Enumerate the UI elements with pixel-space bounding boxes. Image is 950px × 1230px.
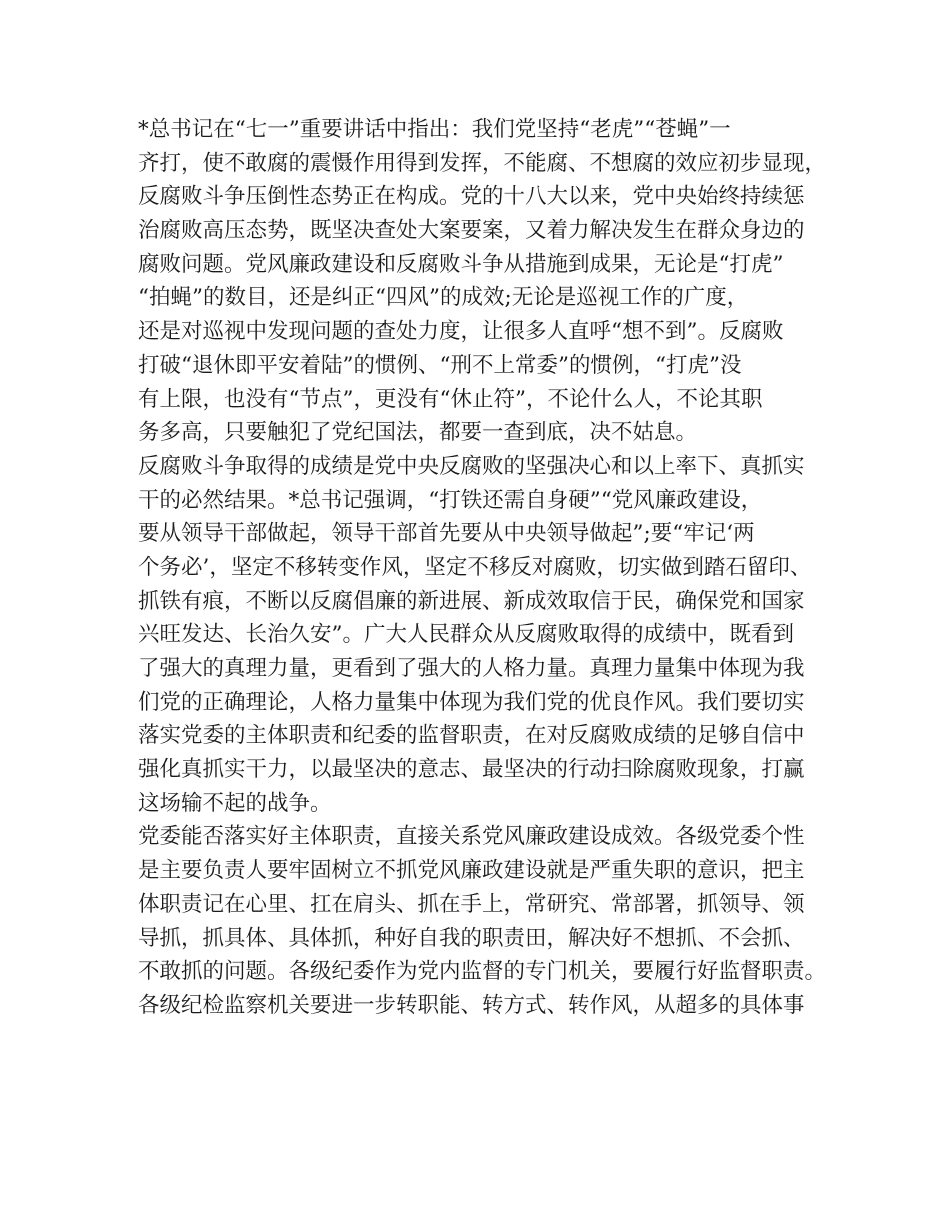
text-line: 干的必然结果。*总书记强调，“打铁还需自身硬”“党风廉政建设， xyxy=(138,487,763,513)
text-line: 务多高，只要触犯了党纪国法，都要一查到底，决不姑息。 xyxy=(138,420,698,446)
text-line: 是主要负责人要牢固树立不抓党风廉政建设就是严重失职的意识，把主 xyxy=(138,858,805,884)
text-line: 治腐败高压态势，既坚决查处大案要案，又着力解决发生在群众身边的 xyxy=(138,218,805,244)
text-line: 反腐败斗争压倒性态势正在构成。党的十八大以来，党中央始终持续惩 xyxy=(138,184,805,210)
text-line: 落实党委的主体职责和纪委的监督职责，在对反腐败成绩的足够自信中 xyxy=(138,723,805,749)
text-line: 这场输不起的战争。 xyxy=(138,790,332,816)
text-line: 导抓，抓具体、具体抓，种好自我的职责田，解决好不想抓、不会抓、 xyxy=(138,925,805,951)
text-line: 们党的正确理论，人格力量集中体现为我们党的优良作风。我们要切实 xyxy=(138,689,805,715)
text-line: 兴旺发达、长治久安”。广大人民群众从反腐败取得的成绩中，既看到 xyxy=(138,622,794,648)
text-line: 打破“退休即平安着陆”的惯例、“刑不上常委”的惯例，“打虎”没 xyxy=(138,352,742,378)
text-line: 腐败问题。党风廉政建设和反腐败斗争从措施到成果，无论是“打虎” xyxy=(138,251,784,277)
document-body xyxy=(138,113,828,1023)
text-line: 有上限，也没有“节点”，更没有“休止符”，不论什么人，不论其职 xyxy=(138,386,763,412)
text-line: 个务必’，坚定不移转变作风，坚定不移反对腐败，切实做到踏石留印、 xyxy=(138,554,812,580)
text-line: 体职责记在心里、扛在肩头、抓在手上，常研究、常部署，抓领导、领 xyxy=(138,891,805,917)
text-line: 抓铁有痕，不断以反腐倡廉的新进展、新成效取信于民，确保党和国家 xyxy=(138,588,805,614)
text-line: 反腐败斗争取得的成绩是党中央反腐败的坚强决心和以上率下、真抓实 xyxy=(138,453,805,479)
text-line: 还是对巡视中发现问题的查处力度，让很多人直呼“想不到”。反腐败 xyxy=(138,319,784,345)
text-line: 要从领导干部做起，领导干部首先要从中央领导做起”;要“牢记‘两 xyxy=(138,521,755,547)
text-line: 强化真抓实干力，以最坚决的意志、最坚决的行动扫除腐败现象，打赢 xyxy=(138,757,805,783)
text-line: *总书记在“七一”重要讲话中指出：我们党坚持“老虎”“苍蝇”一 xyxy=(138,117,731,142)
text-line: 了强大的真理力量，更看到了强大的人格力量。真理力量集中体现为我 xyxy=(138,656,805,681)
text-line: 不敢抓的问题。各级纪委作为党内监督的专门机关，要履行好监督职责。 xyxy=(138,959,827,985)
text-line: “拍蝇”的数目，还是纠正“四风”的成效;无论是巡视工作的广度， xyxy=(138,285,749,311)
text-line: 各级纪检监察机关要进一步转职能、转方式、转作风，从超多的具体事 xyxy=(138,992,805,1018)
text-line: 党委能否落实好主体职责，直接关系党风廉政建设成效。各级党委个性 xyxy=(138,824,805,850)
text-line: 齐打，使不敢腐的震慑作用得到发挥，不能腐、不想腐的效应初步显现， xyxy=(138,150,827,176)
